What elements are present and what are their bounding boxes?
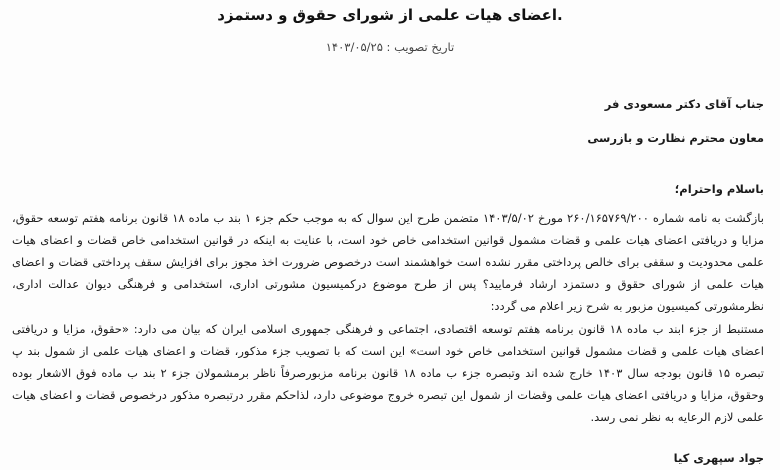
recipient-role: معاون محترم نظارت و بازرسی — [587, 131, 764, 145]
recipient-name: جناب آقای دکتر مسعودی فر — [604, 97, 764, 111]
letter-title: .اعضای هیات علمی از شورای حقوق و دستمزد — [217, 6, 563, 24]
greeting: باسلام واحترام؛ — [674, 182, 764, 196]
approval-date: تاریخ تصویب : ۱۴۰۳/۰۵/۲۵ — [325, 40, 455, 54]
paragraph-opinion: مستنبط از جزء ابند ب ماده ۱۸ قانون برنامه هفتم توسعه اقتصادی، اجتماعی و فرهنگی جمهوری اسلامی ایران که بیان می دارد: «حقوق، مزایا و دریافتی اعضای هیات علمی و قضات مشمول قوانین استخدامی خاص خود است» این است که با تصویب جزء مذکور، قضات و اعضای هیات علمی از شمول بند پ تبصره ۱۵ قانون بودجه سال ۱۴۰۳ خارج شده اند وتبصره جزء ب ماده ۱۸ قانون برنامه مزبورصرفاً ناظر برمشمولان جزء ۲ بند ب ماده فوق الاشعار بوده وحقوق، مزایا و دریافتی اعضای هیات علمی وقضات از شمول این تبصره خروج موضوعی دارد، لذاحکم مقرر درتبصره مذکور درخصوص قضات و اعضای هیات علمی لازم الرعایه به نظر نمی رسد. — [12, 322, 765, 424]
signature-name: جواد سپهری کیا — [673, 451, 764, 465]
paragraph-inquiry: بازگشت به نامه شماره ۲۶۰/۱۶۵۷۶۹/۲۰۰ مورخ ۱۴۰۳/۵/۰۲ متضمن طرح این سوال که به موجب حکم جزء ۱ بند ب ماده ۱۸ قانون برنامه هفتم توسعه حقوق، مزایا و دریافتی اعضای هیات علمی و قضات مشمول قوانین استخدامی خاص خود است، با عنایت به اینکه در قوانین استخدامی خاص قضات و اعضای هیات علمی محدودیت و سقفی برای خالص پرداختی مقرر نشده است خواهشمند است درخصوص ضرورت اخذ مجوز برای افزایش سقف پرداختی قضات و اعضای هیات علمی از شورای حقوق و دستمزد ارشاد فرمایید؟ پس از طرح موضوع درکمیسیون مشورتی اداری، استخدامی و فرهنگی دیوان عدالت اداری، نظرمشورتی کمیسیون مزبور به شرح زیر اعلام می گردد: — [12, 211, 765, 313]
